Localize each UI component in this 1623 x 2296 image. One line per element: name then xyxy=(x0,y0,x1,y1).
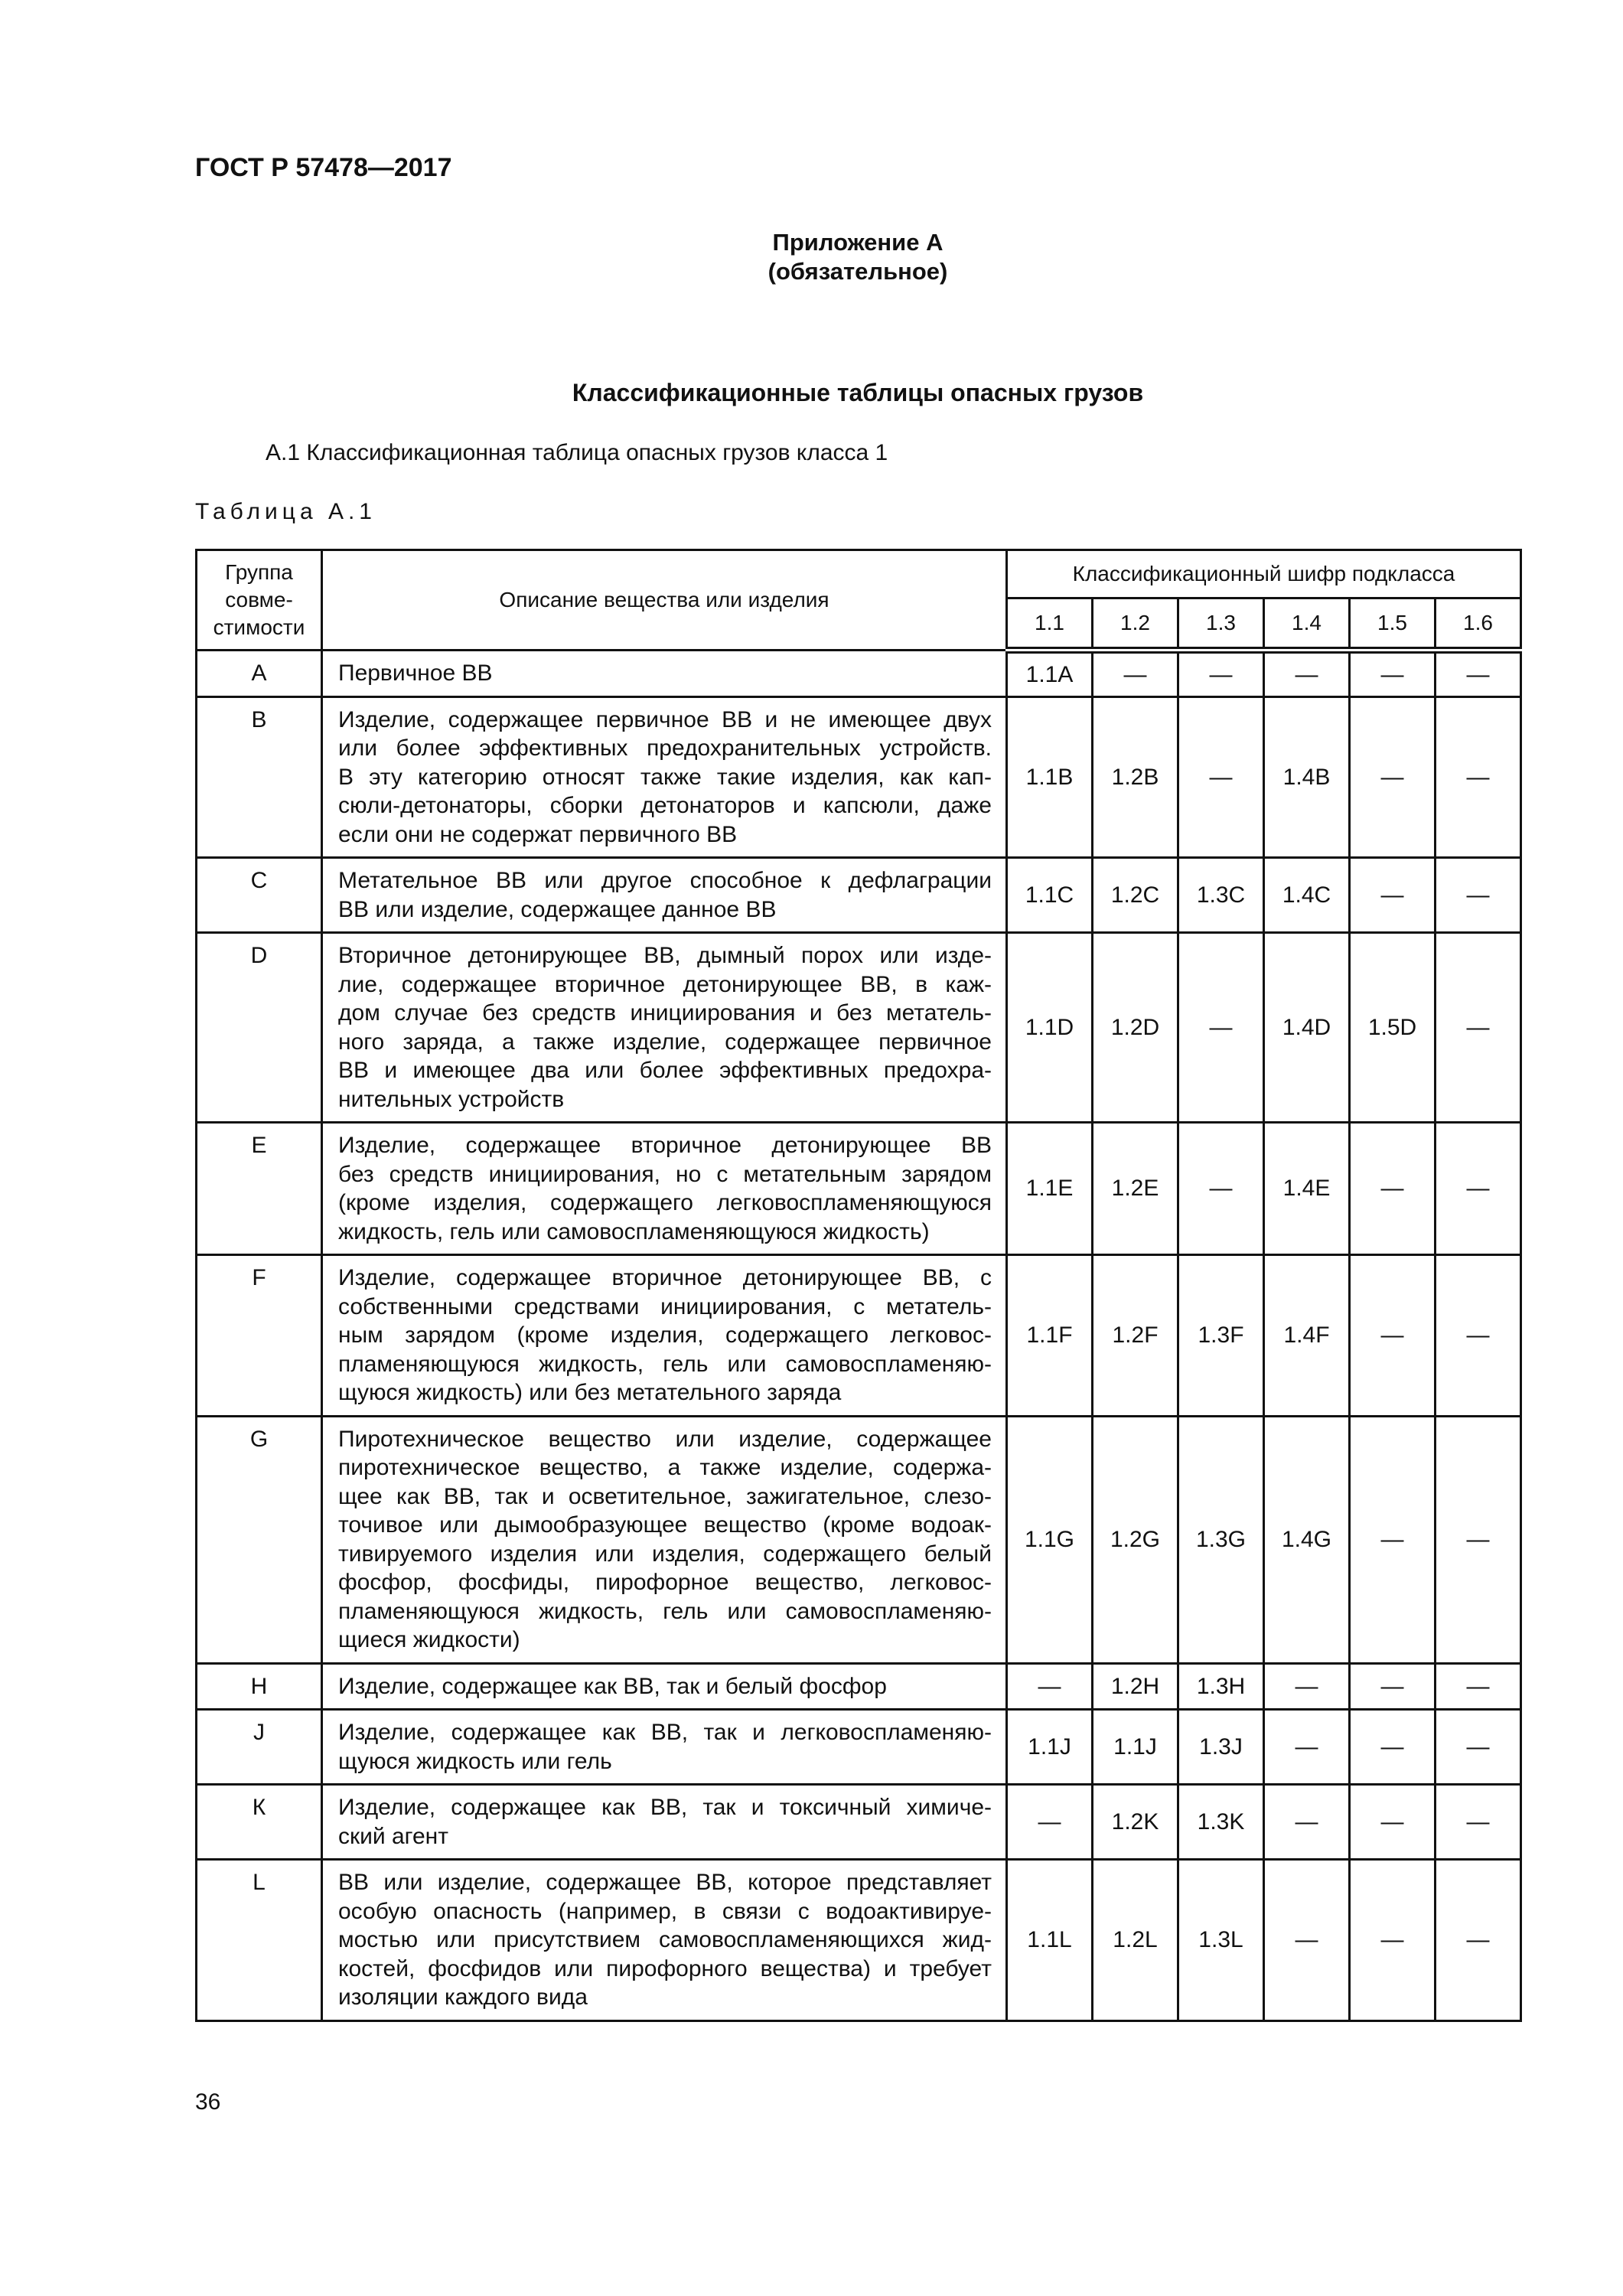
subclass-code: — xyxy=(1350,858,1436,933)
description-line: Изделие, содержащее как ВВ, так и белый фосфор xyxy=(338,1673,887,1699)
description-line: сюли-детонаторы, сборки детонаторов и капсюли, даже xyxy=(338,793,992,818)
description xyxy=(322,1416,1007,1663)
subclass-code: 1.1A xyxy=(1007,651,1093,697)
description-line: пиротехническое вещество, а также изделие, содержа- xyxy=(338,1455,992,1480)
header-subclass: 1.6 xyxy=(1436,598,1521,651)
subclass-code: — xyxy=(1436,1860,1521,2021)
subclass-code: — xyxy=(1436,933,1521,1123)
subclass-code: 1.1G xyxy=(1007,1416,1093,1663)
subclass-code: 1.1D xyxy=(1007,933,1093,1123)
subclass-code: 1.3L xyxy=(1178,1860,1264,2021)
description-line: Изделие, содержащее первичное ВВ и не имеющее двух xyxy=(338,706,992,732)
subclass-code: — xyxy=(1350,1710,1436,1785)
description xyxy=(322,696,1007,858)
annex-status: (обязательное) xyxy=(768,258,948,285)
table-label: Таблица А.1 xyxy=(195,499,376,524)
description-line: ВВ или изделие, содержащее данное ВВ xyxy=(338,896,777,922)
description-line: без средств инициирования, но с метательным зарядом xyxy=(338,1161,992,1187)
classification-table xyxy=(195,549,1522,2022)
compatibility-group: E xyxy=(197,1123,322,1255)
description-line: Метательное ВВ или другое способное к дефлаграции xyxy=(338,868,992,893)
table-row xyxy=(197,858,1521,933)
subclass-code: — xyxy=(1350,1123,1436,1255)
subclass-code: 1.4F xyxy=(1264,1255,1350,1417)
description-line: Пиротехническое вещество или изделие, содержащее xyxy=(338,1426,992,1452)
header-description: Описание вещества или изделия xyxy=(322,550,1007,651)
description-line: лие, содержащее вторичное детонирующее ВВ, в каж- xyxy=(338,971,992,997)
table-row xyxy=(197,933,1521,1123)
description-line: Изделие, содержащее вторичное детонирующее ВВ, с xyxy=(338,1265,992,1290)
description-line: точивое или дымообразующее вещество (кроме водоак- xyxy=(338,1512,992,1538)
subclass-code: 1.1B xyxy=(1007,696,1093,858)
subclass-code: — xyxy=(1436,651,1521,697)
subclass-code: 1.4B xyxy=(1264,696,1350,858)
compatibility-group: L xyxy=(197,1860,322,2021)
compatibility-group: C xyxy=(197,858,322,933)
subclass-code: — xyxy=(1436,1255,1521,1417)
subclass-code: 1.2B xyxy=(1093,696,1178,858)
description-line: ВВ и имеющее два или более эффективных предохра- xyxy=(338,1058,992,1083)
subclass-code: 1.1E xyxy=(1007,1123,1093,1255)
description-line: Изделие, содержащее как ВВ, так и легковоспламеняю- xyxy=(338,1720,992,1745)
compatibility-group: G xyxy=(197,1416,322,1663)
subclass-code: — xyxy=(1178,696,1264,858)
subclass-code: — xyxy=(1436,1663,1521,1710)
subclass-code: — xyxy=(1436,1710,1521,1785)
description-line: щее как ВВ, так и осветительное, зажигательное, слезо- xyxy=(338,1483,992,1509)
subclass-code: 1.1J xyxy=(1007,1710,1093,1785)
subclass-code: — xyxy=(1007,1663,1093,1710)
description-line: костей, фосфидов или пирофорного вещества) и требует xyxy=(338,1955,992,1981)
description-line: ным зарядом (кроме изделия, содержащего легковос- xyxy=(338,1322,992,1348)
table-row xyxy=(197,696,1521,858)
description-line: изоляции каждого вида xyxy=(338,1985,588,2010)
description-line: щиеся жидкости) xyxy=(338,1627,520,1652)
description-line: если они не содержат первичного ВВ xyxy=(338,821,738,847)
header-group-line: Группа xyxy=(225,560,293,584)
description-line: В эту категорию относят также такие изделия, как кап- xyxy=(338,764,992,790)
compatibility-group: A xyxy=(197,651,322,697)
description-line: фосфор, фосфиды, пирофорное вещество, легковос- xyxy=(338,1570,992,1595)
description-line: пламеняющуюся жидкость, гель или самовоспламеняю- xyxy=(338,1598,992,1624)
description-line: особую опасность (например, в связи с водоактивируе- xyxy=(338,1898,992,1924)
subclass-code: — xyxy=(1178,933,1264,1123)
description xyxy=(322,1785,1007,1860)
annex-heading xyxy=(0,228,1623,286)
subclass-code: 1.2K xyxy=(1093,1785,1178,1860)
compatibility-group: J xyxy=(197,1710,322,1785)
subclass-code: 1.3J xyxy=(1178,1710,1264,1785)
table-row xyxy=(197,1255,1521,1417)
subclass-code: 1.1C xyxy=(1007,858,1093,933)
description-line: пламеняющуюся жидкость, гель или самовоспламеняю- xyxy=(338,1351,992,1377)
annex-title: Приложение А xyxy=(772,229,943,256)
subclass-code: 1.2H xyxy=(1093,1663,1178,1710)
description-line: нительных устройств xyxy=(338,1086,565,1112)
description-line: или более эффективных предохранительных устройств. xyxy=(338,735,992,761)
subclass-code: — xyxy=(1350,1860,1436,2021)
description-line: дом случае без средств инициирования и без метатель- xyxy=(338,1000,992,1026)
description xyxy=(322,1123,1007,1255)
subclass-code: 1.2E xyxy=(1093,1123,1178,1255)
subclass-code: — xyxy=(1436,1785,1521,1860)
compatibility-group: К xyxy=(197,1785,322,1860)
description xyxy=(322,1710,1007,1785)
subclass-code: 1.1J xyxy=(1093,1710,1178,1785)
subclass-code: — xyxy=(1350,1663,1436,1710)
header-subclass: 1.2 xyxy=(1093,598,1178,651)
description-line: ВВ или изделие, содержащее ВВ, которое представляет xyxy=(338,1870,992,1895)
compatibility-group: B xyxy=(197,696,322,858)
subsection-title: А.1 Классификационная таблица опасных грузов класса 1 xyxy=(266,440,888,465)
description xyxy=(322,858,1007,933)
description-line: собственными средствами инициирования, с метатель- xyxy=(338,1293,992,1319)
description-line: Первичное ВВ xyxy=(338,660,493,686)
description-line: Вторичное детонирующее ВВ, дымный порох или изде- xyxy=(338,943,992,968)
table-row xyxy=(197,651,1521,697)
subclass-code: 1.2F xyxy=(1093,1255,1178,1417)
subclass-code: — xyxy=(1350,1785,1436,1860)
subclass-code: — xyxy=(1350,1255,1436,1417)
description-line: тивируемого изделия или изделия, содержащего белый xyxy=(338,1541,992,1567)
table-row xyxy=(197,1416,1521,1663)
subclass-code: — xyxy=(1436,1416,1521,1663)
subclass-code: 1.2L xyxy=(1093,1860,1178,2021)
subclass-code: 1.2C xyxy=(1093,858,1178,933)
subclass-code: — xyxy=(1093,651,1178,697)
compatibility-group: D xyxy=(197,933,322,1123)
table-row xyxy=(197,1663,1521,1710)
subclass-code: 1.3C xyxy=(1178,858,1264,933)
header-subclass: 1.5 xyxy=(1350,598,1436,651)
section-title: Классификационные таблицы опасных грузов xyxy=(572,379,1144,406)
table-row xyxy=(197,1123,1521,1255)
subclass-code: 1.2G xyxy=(1093,1416,1178,1663)
description-line: щуюся жидкость) или без метательного заряда xyxy=(338,1380,842,1405)
subclass-code: 1.4G xyxy=(1264,1416,1350,1663)
description xyxy=(322,651,1007,697)
compatibility-group: F xyxy=(197,1255,322,1417)
compatibility-group: H xyxy=(197,1663,322,1710)
table-row xyxy=(197,1785,1521,1860)
description-line: (кроме изделия, содержащего легковоспламеняющуюся xyxy=(338,1190,992,1215)
subclass-code: — xyxy=(1436,1123,1521,1255)
subclass-code: — xyxy=(1264,651,1350,697)
description-line: ский агент xyxy=(338,1823,448,1849)
subclass-code: — xyxy=(1436,858,1521,933)
subclass-code: — xyxy=(1436,696,1521,858)
description-line: жидкость, гель или самовоспламеняющуюся жидкость) xyxy=(338,1218,930,1244)
subclass-code: 1.3K xyxy=(1178,1785,1264,1860)
subclass-code: 1.4E xyxy=(1264,1123,1350,1255)
table-row xyxy=(197,1710,1521,1785)
document-code: ГОСТ Р 57478—2017 xyxy=(195,153,452,182)
page-number: 36 xyxy=(195,2089,221,2115)
description-line: Изделие, содержащее как ВВ, так и токсичный химиче- xyxy=(338,1795,992,1820)
description xyxy=(322,1860,1007,2021)
subclass-code: — xyxy=(1178,651,1264,697)
subclass-code: 1.1L xyxy=(1007,1860,1093,2021)
description-line: ного заряда, а также изделие, содержащее первичное xyxy=(338,1029,992,1055)
subclass-code: — xyxy=(1264,1710,1350,1785)
subclass-code: — xyxy=(1264,1785,1350,1860)
header-group-line: стимости xyxy=(213,615,305,639)
header-subclass: 1.4 xyxy=(1264,598,1350,651)
subclass-code: 1.3G xyxy=(1178,1416,1264,1663)
subclass-code: 1.3H xyxy=(1178,1663,1264,1710)
subclass-code: 1.4D xyxy=(1264,933,1350,1123)
subclass-code: 1.4C xyxy=(1264,858,1350,933)
description xyxy=(322,933,1007,1123)
description xyxy=(322,1255,1007,1417)
subclass-code: — xyxy=(1350,651,1436,697)
header-group xyxy=(197,550,322,651)
subclass-code: — xyxy=(1264,1860,1350,2021)
description-line: щуюся жидкость или гель xyxy=(338,1748,612,1774)
subclass-code: — xyxy=(1007,1785,1093,1860)
header-group-line: совме- xyxy=(225,588,293,612)
subclass-code: 1.2D xyxy=(1093,933,1178,1123)
header-subclass: 1.3 xyxy=(1178,598,1264,651)
header-codes: Классификационный шифр подкласса xyxy=(1007,550,1521,598)
subclass-code: 1.3F xyxy=(1178,1255,1264,1417)
subclass-code: 1.1F xyxy=(1007,1255,1093,1417)
subclass-code: — xyxy=(1350,1416,1436,1663)
subclass-code: 1.5D xyxy=(1350,933,1436,1123)
header-subclass: 1.1 xyxy=(1007,598,1093,651)
subclass-code: — xyxy=(1264,1663,1350,1710)
description xyxy=(322,1663,1007,1710)
description-line: мостью или присутствием самовоспламеняющихся жид- xyxy=(338,1927,992,1952)
subclass-code: — xyxy=(1178,1123,1264,1255)
description-line: Изделие, содержащее вторичное детонирующее ВВ xyxy=(338,1133,992,1158)
subclass-code: — xyxy=(1350,696,1436,858)
table-row xyxy=(197,1860,1521,2021)
